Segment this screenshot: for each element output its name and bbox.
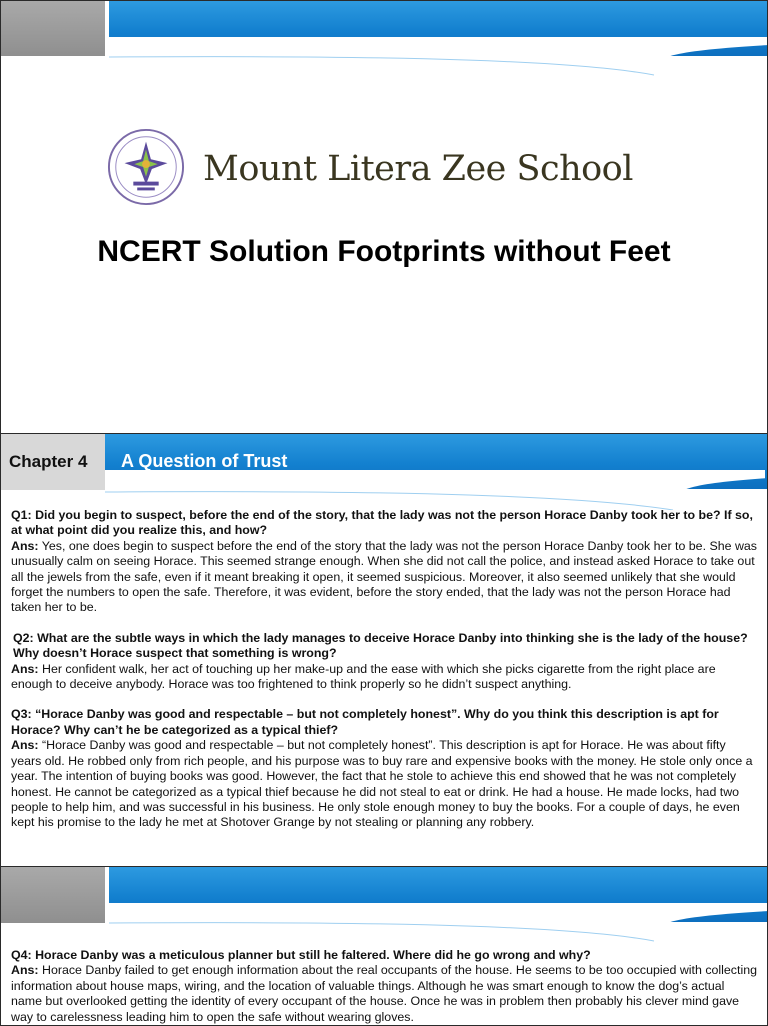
school-name: Mount Litera Zee School [203,149,633,189]
answer-prefix: Ans: [11,538,39,553]
answer-text: Ans: Her confident walk, her act of touching up her make-up and the ease with which she picks cigarette from the right place are enough to deceive anybody. Horace was too frightened to think properly so he didn’t suspect anything. [11,661,716,692]
answer-text: Ans: Yes, one does begin to suspect before the end of the story that the lady was not the person Horace Danby took her to be. She was unusually calm on seeing Horace. This seemed strange enough. When she did not call the police, and instead asked Horace to take out all the jewels from the safe, even if it meant breaking it open, it seemed suspicious. Moreover, it also seemed unlikely that she would forget the numbers to open the safe. Therefore, it was evident, before the story ended, that the lady was not the person Horace had taken her to be. [11,538,757,615]
content-slide-2 [0,866,768,1026]
answer-text: Ans: “Horace Danby was good and respectable – but not completely honest”. This description is apt for Horace. He was about fifty years old. He robbed only from rich people, and his purpose was to buy rare and expensive books with the money. He stole only once a year. The intention of buying books was good. However, the fact that he stole to achieve this end showed that he was not completely honest. He cannot be categorized as a typical thief because he did not steal to eat or drink. He had a house. He made locks, had two people to help him, and was successful in his business. He only stole enough money to buy the books. For a couple of days, he even kept his promise to the lady he met at Shotover Grange by not stealing or planning any robbery. [11,738,753,830]
header-gray-block [1,867,105,923]
header-curve [109,37,768,77]
chapter-title: A Question of Trust [121,451,288,471]
chapter-label: Chapter 4 [1,434,105,490]
header-gray-block [1,1,105,56]
header-curve [109,903,768,943]
answer-prefix: Ans: [11,738,39,753]
answer-prefix: Ans: [11,661,39,676]
answer-text: Ans: Horace Danby failed to get enough information about the real occupants of the house. He seems to be too occupied with collecting information about house maps, wiring, and the location of valuable things. Although he was smart enough to know the dog’s actual name but overlooked getting the identity of every occupant of the house. Once he was in problem then probably his clever mind gave way to carelessness leading him to open the safe without wearing gloves. [11,963,757,1024]
question-text: Q3: “Horace Danby was good and respectable – but not completely honest”. Why do you think this description is apt for Horace? Why can’t he be categorized as a typical thief? [11,707,719,737]
question-text: Q4: Horace Danby was a meticulous planner but still he faltered. Where did he go wrong and why? [11,948,591,962]
page-title: NCERT Solution Footprints without Feet [97,235,671,268]
title-slide [0,0,768,434]
qa-list [11,508,757,831]
school-logo-icon [107,128,185,206]
question-text: Q1: Did you begin to suspect, before the end of the story, that the lady was not the person Horace Danby took her to be? If so, at what point did you realize this, and how? [11,508,753,538]
header-curve [105,470,765,510]
question-text: Q2: What are the subtle ways in which the lady manages to deceive Horace Danby into thinking she is the lady of the house? Why doesn’t Horace suspect that something is wrong? [13,630,748,661]
qa-list [11,948,757,1025]
content-slide-1 [0,433,768,867]
answer-prefix: Ans: [11,963,39,978]
